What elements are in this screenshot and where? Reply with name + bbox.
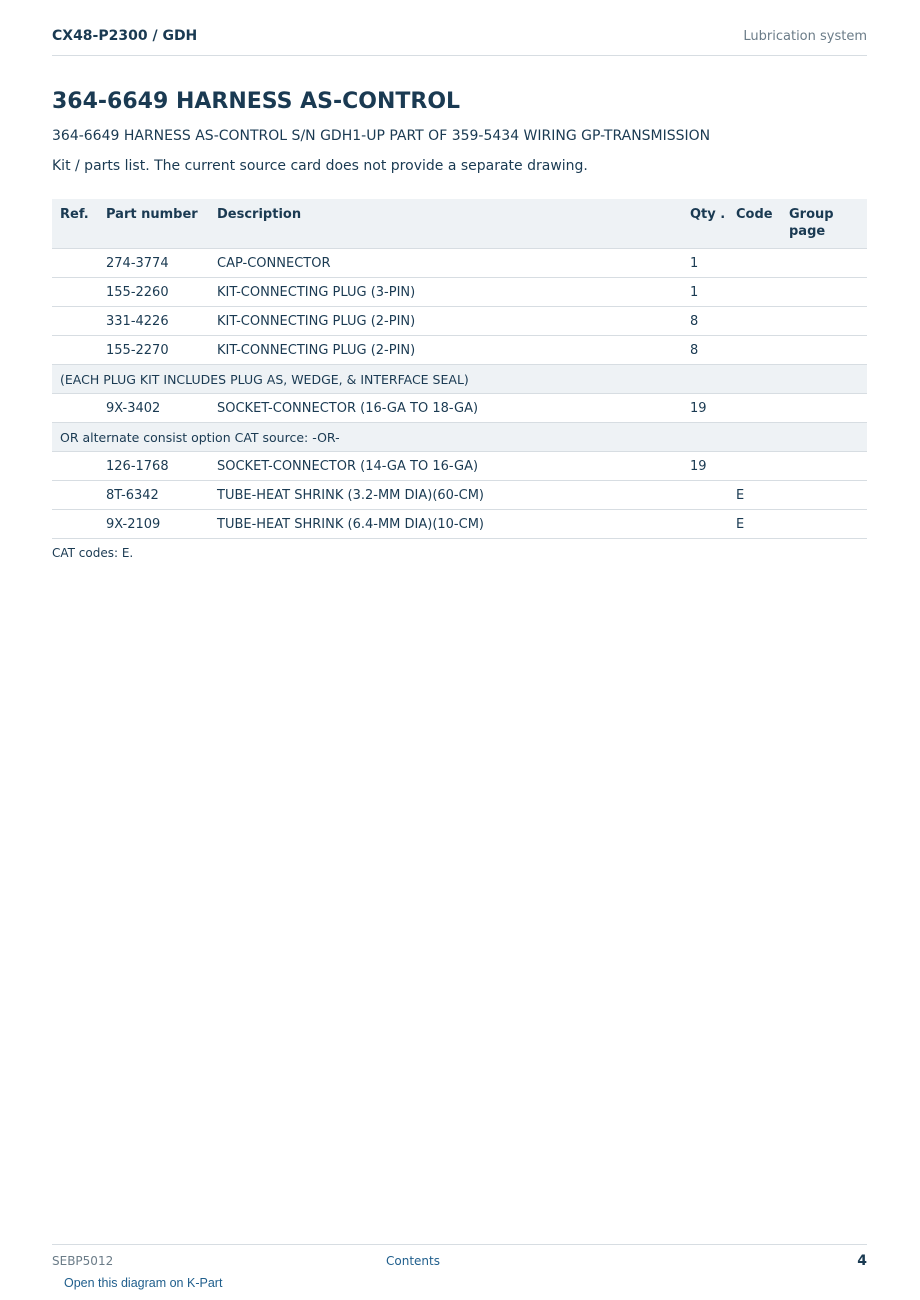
- cell-note: OR alternate consist option CAT source: -OR-: [52, 423, 867, 452]
- parts-table: [52, 199, 867, 539]
- cell-part-number: 155-2260: [98, 278, 209, 307]
- cell-code: E: [728, 481, 781, 510]
- cell-qty: 1: [682, 278, 728, 307]
- cell-description: CAP-CONNECTOR: [209, 249, 682, 278]
- page-subtitle: 364-6649 HARNESS AS-CONTROL S/N GDH1-UP PART OF 359-5434 WIRING GP-TRANSMISSION: [52, 128, 711, 144]
- table-row: [52, 394, 867, 423]
- cell-qty: [682, 510, 728, 539]
- cell-note: (EACH PLUG KIT INCLUDES PLUG AS, WEDGE, & INTERFACE SEAL): [52, 365, 867, 394]
- contents-link[interactable]: Contents: [386, 1254, 440, 1268]
- cell-code: [728, 394, 781, 423]
- cell-code: [728, 278, 781, 307]
- document-id: CX48-P2300 / GDH: [52, 28, 198, 44]
- table-row: [52, 336, 867, 365]
- table-row: [52, 278, 867, 307]
- table-row: [52, 510, 867, 539]
- cell-description: SOCKET-CONNECTOR (14-GA TO 16-GA): [209, 452, 682, 481]
- cell-ref: [52, 249, 98, 278]
- cell-code: [728, 452, 781, 481]
- cell-description: TUBE-HEAT SHRINK (6.4-MM DIA)(10-CM): [209, 510, 682, 539]
- cell-qty: 19: [682, 394, 728, 423]
- page-footer: [52, 1244, 867, 1275]
- cell-code: [728, 249, 781, 278]
- cell-ref: [52, 394, 98, 423]
- column-header-ref: Ref.: [52, 199, 98, 249]
- cell-description: KIT-CONNECTING PLUG (2-PIN): [209, 307, 682, 336]
- cell-description: KIT-CONNECTING PLUG (2-PIN): [209, 336, 682, 365]
- cell-group-page: [781, 307, 867, 336]
- cat-codes-note: CAT codes: E.: [52, 546, 134, 560]
- cell-qty: 1: [682, 249, 728, 278]
- footer-document-number: SEBP5012: [52, 1254, 114, 1268]
- cell-group-page: [781, 394, 867, 423]
- cell-qty: 19: [682, 452, 728, 481]
- cell-part-number: 9X-3402: [98, 394, 209, 423]
- cell-description: TUBE-HEAT SHRINK (3.2-MM DIA)(60-CM): [209, 481, 682, 510]
- column-header-code: Code: [728, 199, 781, 249]
- page-title: 364-6649 HARNESS AS-CONTROL: [52, 89, 461, 114]
- cell-part-number: 274-3774: [98, 249, 209, 278]
- section-name: Lubrication system: [743, 29, 867, 44]
- cell-part-number: 155-2270: [98, 336, 209, 365]
- table-row: [52, 452, 867, 481]
- table-note-row: [52, 423, 867, 452]
- page-number: 4: [857, 1253, 867, 1269]
- cell-code: E: [728, 510, 781, 539]
- cell-code: [728, 336, 781, 365]
- cell-part-number: 9X-2109: [98, 510, 209, 539]
- table-row: [52, 249, 867, 278]
- cell-group-page: [781, 510, 867, 539]
- cell-part-number: 331-4226: [98, 307, 209, 336]
- cell-group-page: [781, 278, 867, 307]
- cell-group-page: [781, 249, 867, 278]
- cell-code: [728, 307, 781, 336]
- cell-qty: 8: [682, 307, 728, 336]
- column-header-group-page: Group page: [781, 199, 867, 249]
- column-header-description: Description: [209, 199, 682, 249]
- cell-ref: [52, 481, 98, 510]
- cell-description: SOCKET-CONNECTOR (16-GA TO 18-GA): [209, 394, 682, 423]
- table-header-row: [52, 199, 867, 249]
- cell-qty: [682, 481, 728, 510]
- cell-description: KIT-CONNECTING PLUG (3-PIN): [209, 278, 682, 307]
- cell-group-page: [781, 481, 867, 510]
- table-note-row: [52, 365, 867, 394]
- cell-ref: [52, 336, 98, 365]
- page-header: [52, 28, 867, 56]
- column-header-part-number: Part number: [98, 199, 209, 249]
- cell-part-number: 8T-6342: [98, 481, 209, 510]
- table-row: [52, 307, 867, 336]
- cell-group-page: [781, 336, 867, 365]
- table-row: [52, 481, 867, 510]
- cell-ref: [52, 307, 98, 336]
- cell-ref: [52, 452, 98, 481]
- page-note: Kit / parts list. The current source card does not provide a separate drawing.: [52, 158, 588, 174]
- open-in-kpart-link[interactable]: Open this diagram on K-Part: [64, 1276, 223, 1290]
- column-header-qty: Qty .: [682, 199, 728, 249]
- cell-ref: [52, 278, 98, 307]
- cell-group-page: [781, 452, 867, 481]
- cell-part-number: 126-1768: [98, 452, 209, 481]
- cell-qty: 8: [682, 336, 728, 365]
- cell-ref: [52, 510, 98, 539]
